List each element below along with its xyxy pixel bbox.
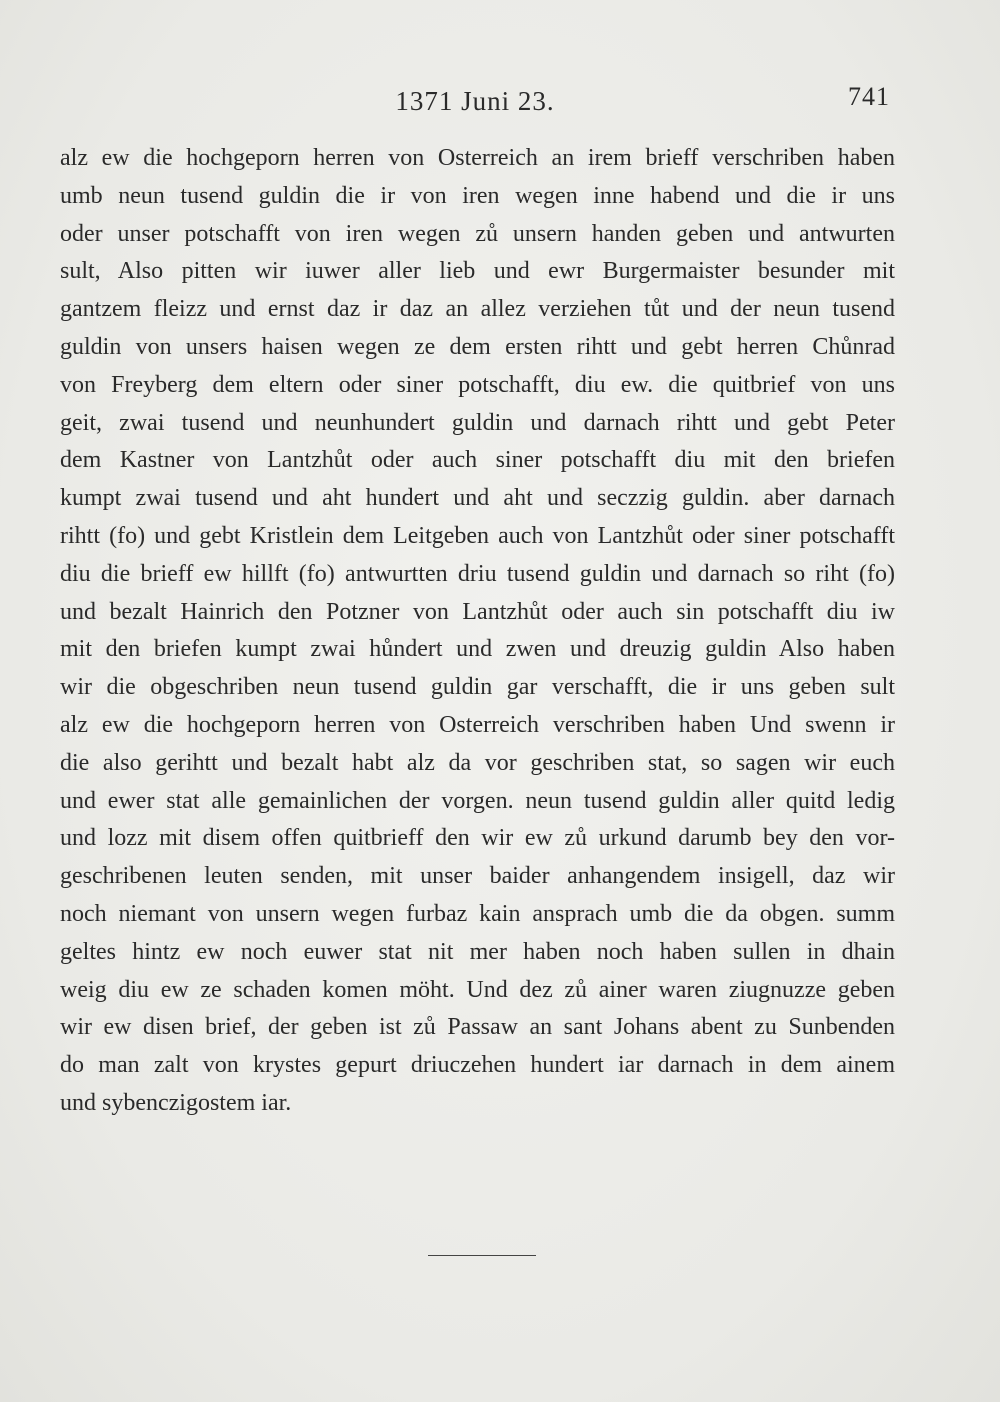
text-line: rihtt (fo) und gebt Kristlein dem Leitgeben auch von Lantzhůt oder siner potschafft <box>60 522 895 549</box>
text-line: wir die obgeschriben neun tusend guldin gar verschafft, die ir uns geben sult <box>60 674 895 701</box>
text-line: und ewer stat alle gemainlichen der vorgen. neun tusend guldin aller quitd ledig <box>60 787 895 814</box>
text-line: und bezalt Hainrich den Potzner von Lantzhůt oder auch sin potschafft diu iw <box>60 598 895 625</box>
text-line: gantzem fleizz und ernst daz ir daz an allez verziehen tůt und der neun tusend <box>60 296 895 323</box>
text-line: kumpt zwai tusend und aht hundert und aht und seczzig guldin. aber darnach <box>60 485 895 512</box>
text-line: von Freyberg dem eltern oder siner potschafft, diu ew. die quitbrief von uns <box>60 371 895 398</box>
text-line: diu die brieff ew hillft (fo) antwurtten driu tusend guldin und darnach so riht (fo) <box>60 560 895 587</box>
page-number: 741 <box>848 82 890 111</box>
text-line: oder unser potschafft von iren wegen zů unsern handen geben und antwurten <box>60 220 895 247</box>
text-line: sult, Also pitten wir iuwer aller lieb und ewr Burgermaister besunder mit <box>60 258 895 285</box>
text-line: do man zalt von krystes gepurt driuczehen hundert iar darnach in dem ainem <box>60 1052 895 1079</box>
text-line: mit den briefen kumpt zwai hůndert und zwen und dreuzig guldin Also haben <box>60 636 895 663</box>
header-date: 1371 Juni 23. <box>395 86 555 116</box>
end-rule-divider <box>428 1255 536 1256</box>
text-line: dem Kastner von Lantzhůt oder auch siner potschafft diu mit den briefen <box>60 447 895 474</box>
text-line: wir ew disen brief, der geben ist zů Passaw an sant Johans abent zu Sunbenden <box>60 1014 895 1041</box>
document-body <box>60 140 895 1123</box>
text-line: umb neun tusend guldin die ir von iren wegen inne habend und die ir uns <box>60 182 895 209</box>
text-line-last: und sybenczigostem iar. <box>60 1089 292 1116</box>
text-line: geschribenen leuten senden, mit unser baider anhangendem insigell, daz wir <box>60 863 895 890</box>
text-line: geit, zwai tusend und neunhundert guldin und darnach rihtt und gebt Peter <box>60 409 895 436</box>
text-line: noch niemant von unsern wegen furbaz kain ansprach umb die da obgen. summ <box>60 900 895 927</box>
text-line: die also gerihtt und bezalt habt alz da vor geschriben stat, so sagen wir euch <box>60 749 895 776</box>
text-line: alz ew die hochgeporn herren von Osterreich an irem brieff verschriben haben <box>60 145 895 171</box>
text-line: geltes hintz ew noch euwer stat nit mer haben noch haben sullen in dhain <box>60 938 895 965</box>
text-line: guldin von unsers haisen wegen ze dem ersten rihtt und gebt herren Chůnrad <box>60 333 895 360</box>
text-line: weig diu ew ze schaden komen möht. Und dez zů ainer waren ziugnuzze geben <box>60 976 895 1003</box>
text-line: alz ew die hochgeporn herren von Osterreich verschriben haben Und swenn ir <box>60 711 895 738</box>
text-line: und lozz mit disem offen quitbrieff den wir ew zů urkund darumb bey den vor- <box>60 825 895 852</box>
page-header <box>60 82 890 122</box>
